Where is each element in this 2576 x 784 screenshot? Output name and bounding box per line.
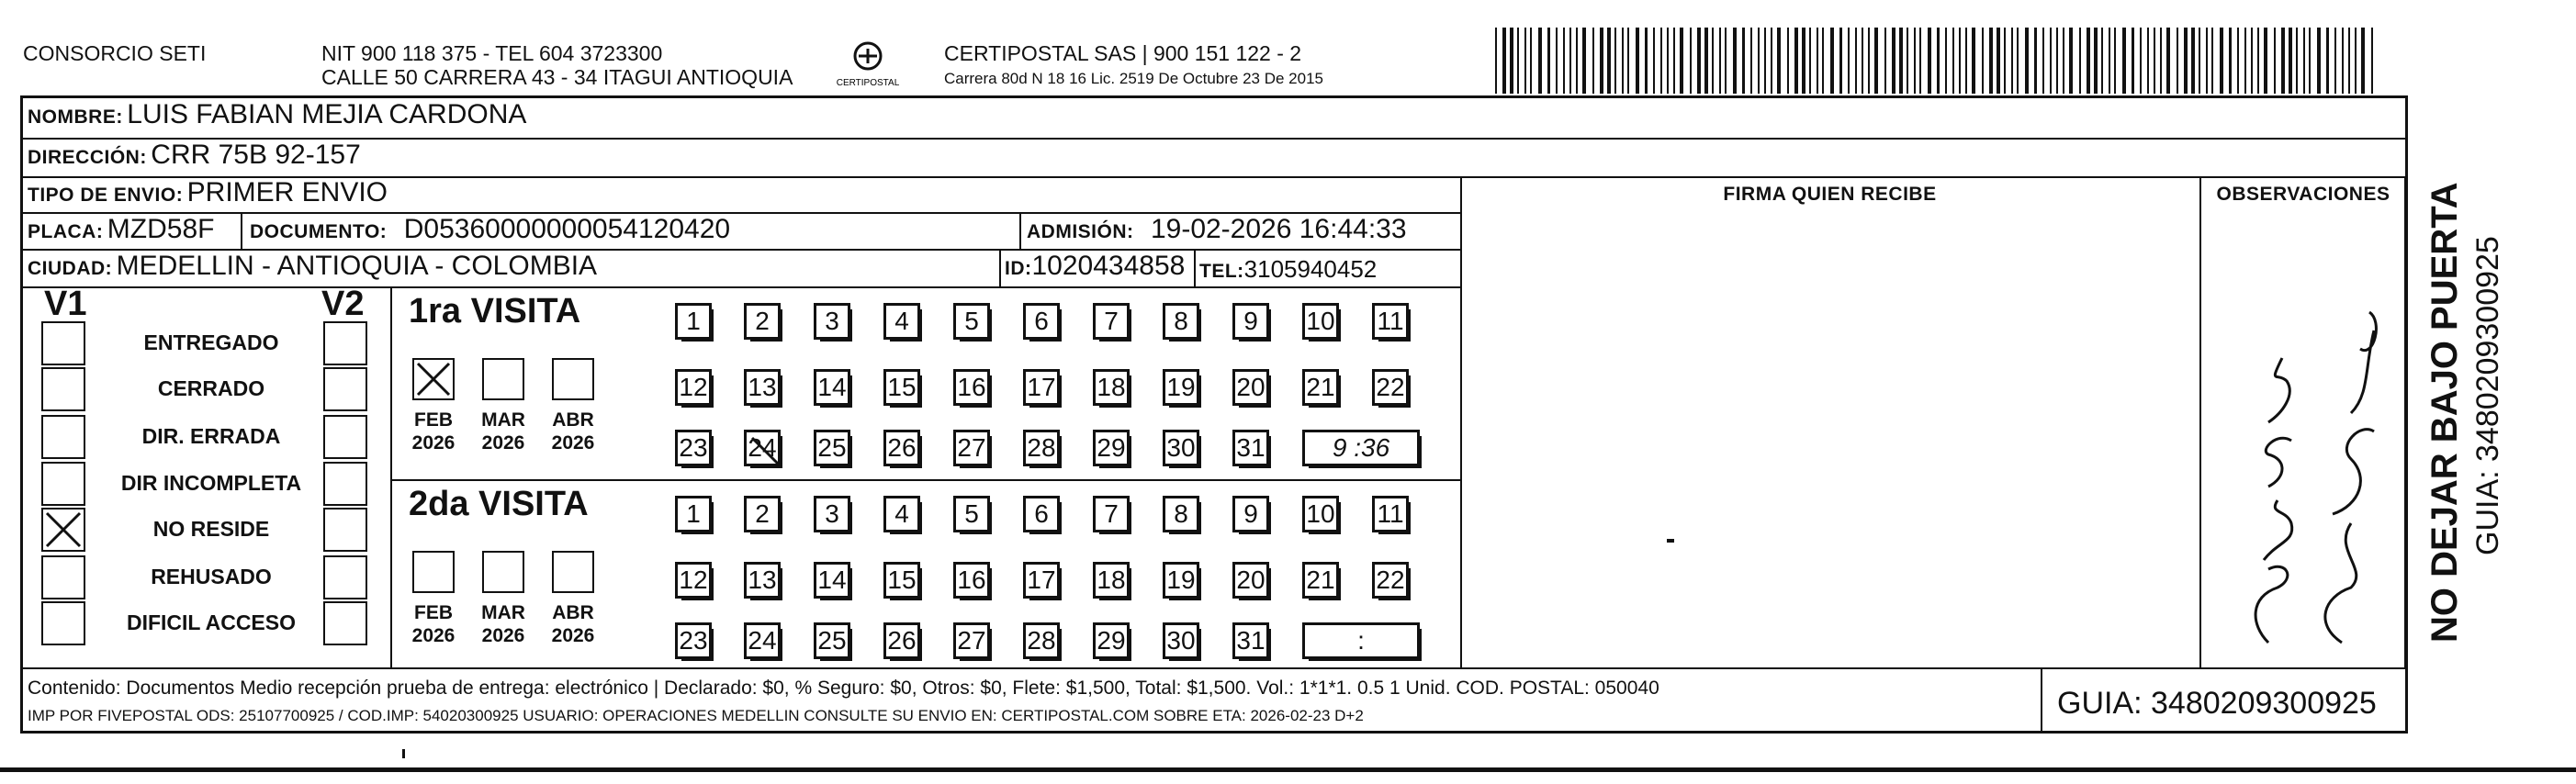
day-box[interactable]: 18 (1093, 562, 1130, 599)
tel-field (1199, 255, 1377, 284)
day-box[interactable]: 2 (744, 303, 781, 340)
certipostal-logo (831, 41, 905, 96)
v2-checkbox[interactable] (323, 415, 367, 459)
company-name: CONSORCIO SETI (23, 41, 207, 65)
documento-label: DOCUMENTO: (250, 221, 388, 242)
day-box[interactable]: 13 (744, 369, 781, 406)
day-box[interactable]: 18 (1093, 369, 1130, 406)
day-box[interactable]: 17 (1023, 562, 1060, 599)
vertical-guia: GUIA: 3480209300925 (2470, 236, 2505, 555)
admision-value: 19-02-2026 16:44:33 (1150, 214, 1407, 244)
page-edge (0, 767, 2576, 772)
id-value: 1020434858 (1031, 251, 1186, 281)
nombre-value: LUIS FABIAN MEJIA CARDONA (127, 99, 527, 129)
day-box[interactable]: 19 (1163, 562, 1199, 599)
day-box[interactable]: 15 (883, 562, 920, 599)
day-box[interactable]: 17 (1023, 369, 1060, 406)
tipo-envio-field (28, 177, 388, 208)
v2-checkbox[interactable] (323, 555, 367, 599)
day-box[interactable]: 20 (1232, 369, 1269, 406)
day-box[interactable]: 16 (953, 562, 990, 599)
placa-field (28, 214, 214, 245)
day-box[interactable]: 20 (1232, 562, 1269, 599)
day-box[interactable]: 23 (675, 430, 712, 466)
day-box[interactable]: 8 (1163, 496, 1199, 532)
day-box[interactable]: 21 (1302, 369, 1339, 406)
month-checkbox[interactable] (482, 358, 524, 400)
day-box[interactable]: 4 (883, 303, 920, 340)
status-label: NO RESIDE (152, 517, 270, 541)
day-box[interactable]: 24 (744, 430, 781, 466)
day-box[interactable]: 25 (814, 430, 850, 466)
day-box[interactable]: 22 (1372, 369, 1409, 406)
id-label: ID: (1005, 258, 1032, 279)
direccion-value: CRR 75B 92-157 (151, 140, 361, 170)
day-box[interactable]: 13 (744, 562, 781, 599)
day-box[interactable]: 25 (814, 622, 850, 659)
day-box[interactable]: 6 (1023, 303, 1060, 340)
month-label: ABR 2026 (551, 409, 595, 454)
handwritten-observation (2213, 294, 2397, 661)
time-box[interactable]: 9 :36 (1302, 430, 1420, 466)
firma-label: FIRMA QUIEN RECIBE (1723, 184, 1937, 205)
status-label: ENTREGADO (143, 330, 279, 354)
ciudad-field (28, 251, 597, 282)
day-box[interactable]: 11 (1372, 303, 1409, 340)
day-box[interactable]: 27 (953, 622, 990, 659)
month-checkbox[interactable] (552, 551, 594, 593)
id-field (1005, 251, 1185, 282)
day-box[interactable]: 7 (1093, 303, 1130, 340)
ciudad-label: CIUDAD: (28, 258, 113, 279)
day-box[interactable]: 9 (1232, 303, 1269, 340)
day-box[interactable]: 22 (1372, 562, 1409, 599)
certipostal-line1: CERTIPOSTAL SAS | 900 151 122 - 2 (944, 41, 1302, 65)
no-dejar-bajo-puerta: NO DEJAR BAJO PUERTA (2424, 182, 2465, 643)
day-box[interactable]: 31 (1232, 622, 1269, 659)
v1-checkbox[interactable] (41, 462, 85, 506)
status-label: DIFICIL ACCESO (126, 610, 296, 634)
nombre-label: NOMBRE: (28, 106, 123, 128)
month-label: MAR 2026 (481, 602, 525, 646)
nombre-field (28, 99, 526, 130)
day-box[interactable]: 15 (883, 369, 920, 406)
status-label: DIR. ERRADA (141, 424, 281, 448)
day-box[interactable]: 16 (953, 369, 990, 406)
address-line: CALLE 50 CARRERA 43 - 34 ITAGUI ANTIOQUIA (321, 65, 793, 89)
day-box[interactable]: 3 (814, 496, 850, 532)
day-box[interactable]: 28 (1023, 430, 1060, 466)
v2-label: V2 (321, 285, 365, 323)
day-box[interactable]: 5 (953, 303, 990, 340)
month-label: ABR 2026 (551, 602, 595, 646)
placa-label: PLACA: (28, 221, 104, 242)
day-box[interactable]: 23 (675, 622, 712, 659)
footer-contenido: Contenido: Documentos Medio recepción prueba de entrega: electrónico | Declarado: $0, % Seguro: $0, Otros: $0, Flete: $1,500, Total: $1,500. Vol.: 1*1*1. 0.5 1 Unid. COD. POSTAL: 050040 (28, 678, 1659, 699)
day-box[interactable]: 28 (1023, 622, 1060, 659)
direccion-field (28, 140, 361, 171)
status-label: REHUSADO (151, 565, 272, 588)
documento-value: D05360000000054120420 (403, 214, 731, 244)
day-box[interactable]: 9 (1232, 496, 1269, 532)
day-box[interactable]: 12 (675, 369, 712, 406)
month-checkbox[interactable] (412, 358, 455, 400)
day-box[interactable]: 14 (814, 562, 850, 599)
footer-guia: GUIA: 3480209300925 (2057, 686, 2377, 721)
day-box[interactable]: 29 (1093, 622, 1130, 659)
documento-field (250, 214, 730, 245)
day-box[interactable]: 19 (1163, 369, 1199, 406)
day-box[interactable]: 8 (1163, 303, 1199, 340)
month-checkbox[interactable] (552, 358, 594, 400)
day-box[interactable]: 1 (675, 496, 712, 532)
day-box[interactable]: 7 (1093, 496, 1130, 532)
barcode (1495, 28, 2377, 94)
first-visit-title: 1ra VISITA (409, 292, 581, 330)
admision-field (1027, 214, 1407, 245)
v1-checkbox[interactable] (41, 367, 85, 411)
day-box[interactable]: 10 (1302, 303, 1339, 340)
footer-imp: IMP POR FIVEPOSTAL ODS: 25107700925 / COD.IMP: 54020300925 USUARIO: OPERACIONES MEDELLIN CONSULTE SU ENVIO EN: CERTIPOSTAL.COM SOBRE ETA: 2026-02-23 D+2 (28, 707, 1364, 724)
v2-checkbox[interactable] (323, 601, 367, 645)
day-box[interactable]: 6 (1023, 496, 1060, 532)
month-checkbox[interactable] (482, 551, 524, 593)
tipo-envio-value: PRIMER ENVIO (186, 177, 388, 207)
day-box[interactable]: 30 (1163, 622, 1199, 659)
certipostal-line2: Carrera 80d N 18 16 Lic. 2519 De Octubre 23 De 2015 (944, 70, 1323, 87)
day-box[interactable]: 26 (883, 622, 920, 659)
day-box[interactable]: 30 (1163, 430, 1199, 466)
day-box[interactable]: 10 (1302, 496, 1339, 532)
day-box[interactable]: 3 (814, 303, 850, 340)
v1-checkbox[interactable] (41, 508, 85, 552)
nit-line: NIT 900 118 375 - TEL 604 3723300 (321, 41, 663, 65)
observaciones-label: OBSERVACIONES (2216, 184, 2390, 205)
v2-checkbox[interactable] (323, 508, 367, 552)
v1-checkbox[interactable] (41, 555, 85, 599)
day-box[interactable]: 21 (1302, 562, 1339, 599)
v1-checkbox[interactable] (41, 321, 85, 365)
day-box[interactable]: 26 (883, 430, 920, 466)
month-checkbox[interactable] (412, 551, 455, 593)
v1-checkbox[interactable] (41, 601, 85, 645)
day-box[interactable]: 5 (953, 496, 990, 532)
day-box[interactable]: 12 (675, 562, 712, 599)
v1-label: V1 (44, 285, 87, 323)
direccion-label: DIRECCIÓN: (28, 147, 147, 168)
status-label: DIR INCOMPLETA (120, 471, 302, 495)
v1-checkbox[interactable] (41, 415, 85, 459)
v2-checkbox[interactable] (323, 367, 367, 411)
day-box[interactable]: 14 (814, 369, 850, 406)
month-label: FEB 2026 (411, 602, 456, 646)
month-label: MAR 2026 (481, 409, 525, 454)
placa-value: MZD58F (107, 214, 215, 244)
day-box[interactable]: 24 (744, 622, 781, 659)
day-box[interactable]: 27 (953, 430, 990, 466)
day-box[interactable]: 4 (883, 496, 920, 532)
ciudad-value: MEDELLIN - ANTIOQUIA - COLOMBIA (116, 251, 598, 281)
day-box[interactable]: 31 (1232, 430, 1269, 466)
tipo-envio-label: TIPO DE ENVIO: (28, 185, 184, 206)
status-label: CERRADO (157, 376, 265, 400)
tel-label: TEL: (1199, 261, 1244, 282)
time-box[interactable]: : (1302, 622, 1420, 659)
tel-value: 3105940452 (1243, 255, 1378, 283)
v2-checkbox[interactable] (323, 321, 367, 365)
day-box[interactable]: 1 (675, 303, 712, 340)
month-label: FEB 2026 (411, 409, 456, 454)
day-box[interactable]: 29 (1093, 430, 1130, 466)
signature-dot (1667, 539, 1674, 543)
second-visit-title: 2da VISITA (409, 485, 589, 523)
day-box[interactable]: 2 (744, 496, 781, 532)
stray-mark (402, 749, 405, 758)
day-box[interactable]: 11 (1372, 496, 1409, 532)
v2-checkbox[interactable] (323, 462, 367, 506)
admision-label: ADMISIÓN: (1027, 221, 1134, 242)
svg-text:CERTIPOSTAL: CERTIPOSTAL (836, 78, 900, 88)
